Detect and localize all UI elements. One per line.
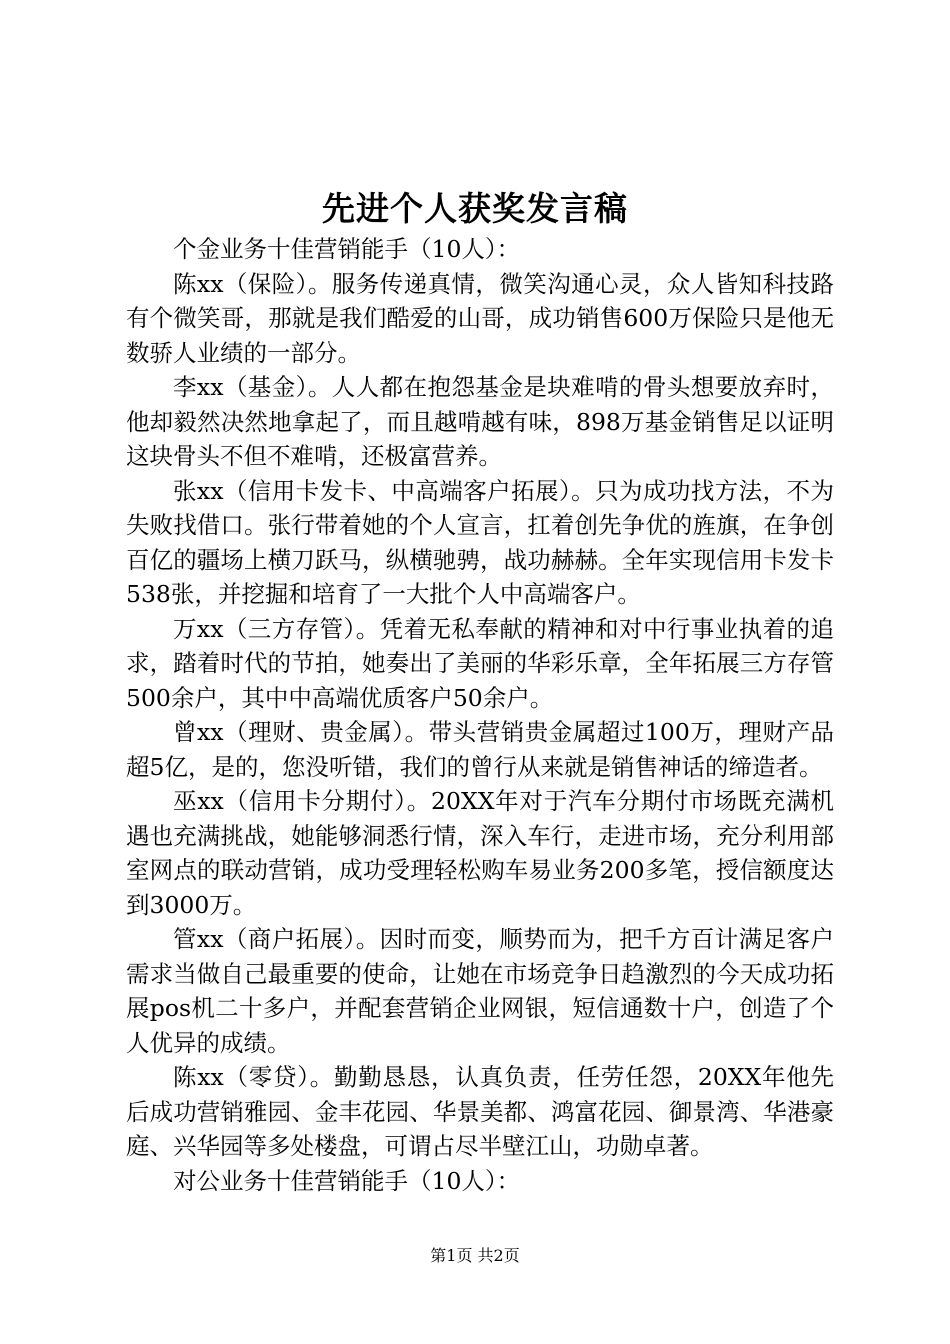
- page-title: 先进个人获奖发言稿: [322, 189, 628, 228]
- paragraph-zeng-wealth: 曾xx（理财、贵金属）。带头营销贵金属超过100万，理财产品超5亿，是的，您没听错，我们的曾行从来就是销售神话的缔造者。: [126, 718, 834, 781]
- paragraph-section-heading-individual: 个金业务十佳营销能手（10人）：: [173, 235, 521, 263]
- paragraph-chen-insurance: 陈xx（保险）。服务传递真情，微笑沟通心灵，众人皆知科技路有个微笑哥，那就是我们酷爱的山哥，成功销售600万保险只是他无数骄人业绩的一部分。: [126, 269, 834, 367]
- paragraph-wan-custody: 万xx（三方存管）。凭着无私奉献的精神和对中行事业执着的追求，踏着时代的节拍，她奏出了美丽的华彩乐章，全年拓展三方存管500余户，其中中高端优质客户50余户。: [126, 614, 834, 712]
- paragraph-chen-retail-loan: 陈xx（零贷）。勤勤恳恳，认真负责，任劳任怨，20XX年他先后成功营销雅园、金丰花园、华景美都、鸿富花园、御景湾、华港豪庭、兴华园等多处楼盘，可谓占尽半壁江山，功勋卓著。: [126, 1063, 834, 1160]
- paragraph-li-fund: 李xx（基金）。人人都在抱怨基金是块难啃的骨头想要放弃时，他却毅然决然地拿起了，而且越啃越有味，898万基金销售足以证明这块骨头不但不难啃，还极富营养。: [126, 373, 834, 470]
- paragraph-section-heading-corporate: 对公业务十佳营销能手（10人）：: [173, 1166, 521, 1195]
- paragraph-zhang-credit-card: 张xx（信用卡发卡、中高端客户拓展）。只为成功找方法，不为失败找借口。张行带着她的个人宣言，扛着创先争优的旌旗，在争创百亿的疆场上横刀跃马，纵横驰骋，战功赫赫。全年实现信用卡发卡538张，并挖掘和培育了一大批个人中高端客户。: [126, 476, 834, 608]
- document-body: [126, 232, 834, 1198]
- paragraph-wu-installment: 巫xx（信用卡分期付）。20XX年对于汽车分期付市场既充满机遇也充满挑战，她能够洞悉行情，深入车行，走进市场，充分利用部室网点的联动营销，成功受理轻松购车易业务200多笔，授信额度达到3000万。: [126, 787, 834, 919]
- paragraph-guan-merchant: 管xx（商户拓展）。因时而变，顺势而为，把千方百计满足客户需求当做自己最重要的使命，让她在市场竞争日趋激烈的今天成功拓展pos机二十多户，并配套营销企业网银，短信通数十户，创造了个人优异的成绩。: [126, 925, 834, 1057]
- page-number: 第1页 共2页: [430, 1246, 520, 1265]
